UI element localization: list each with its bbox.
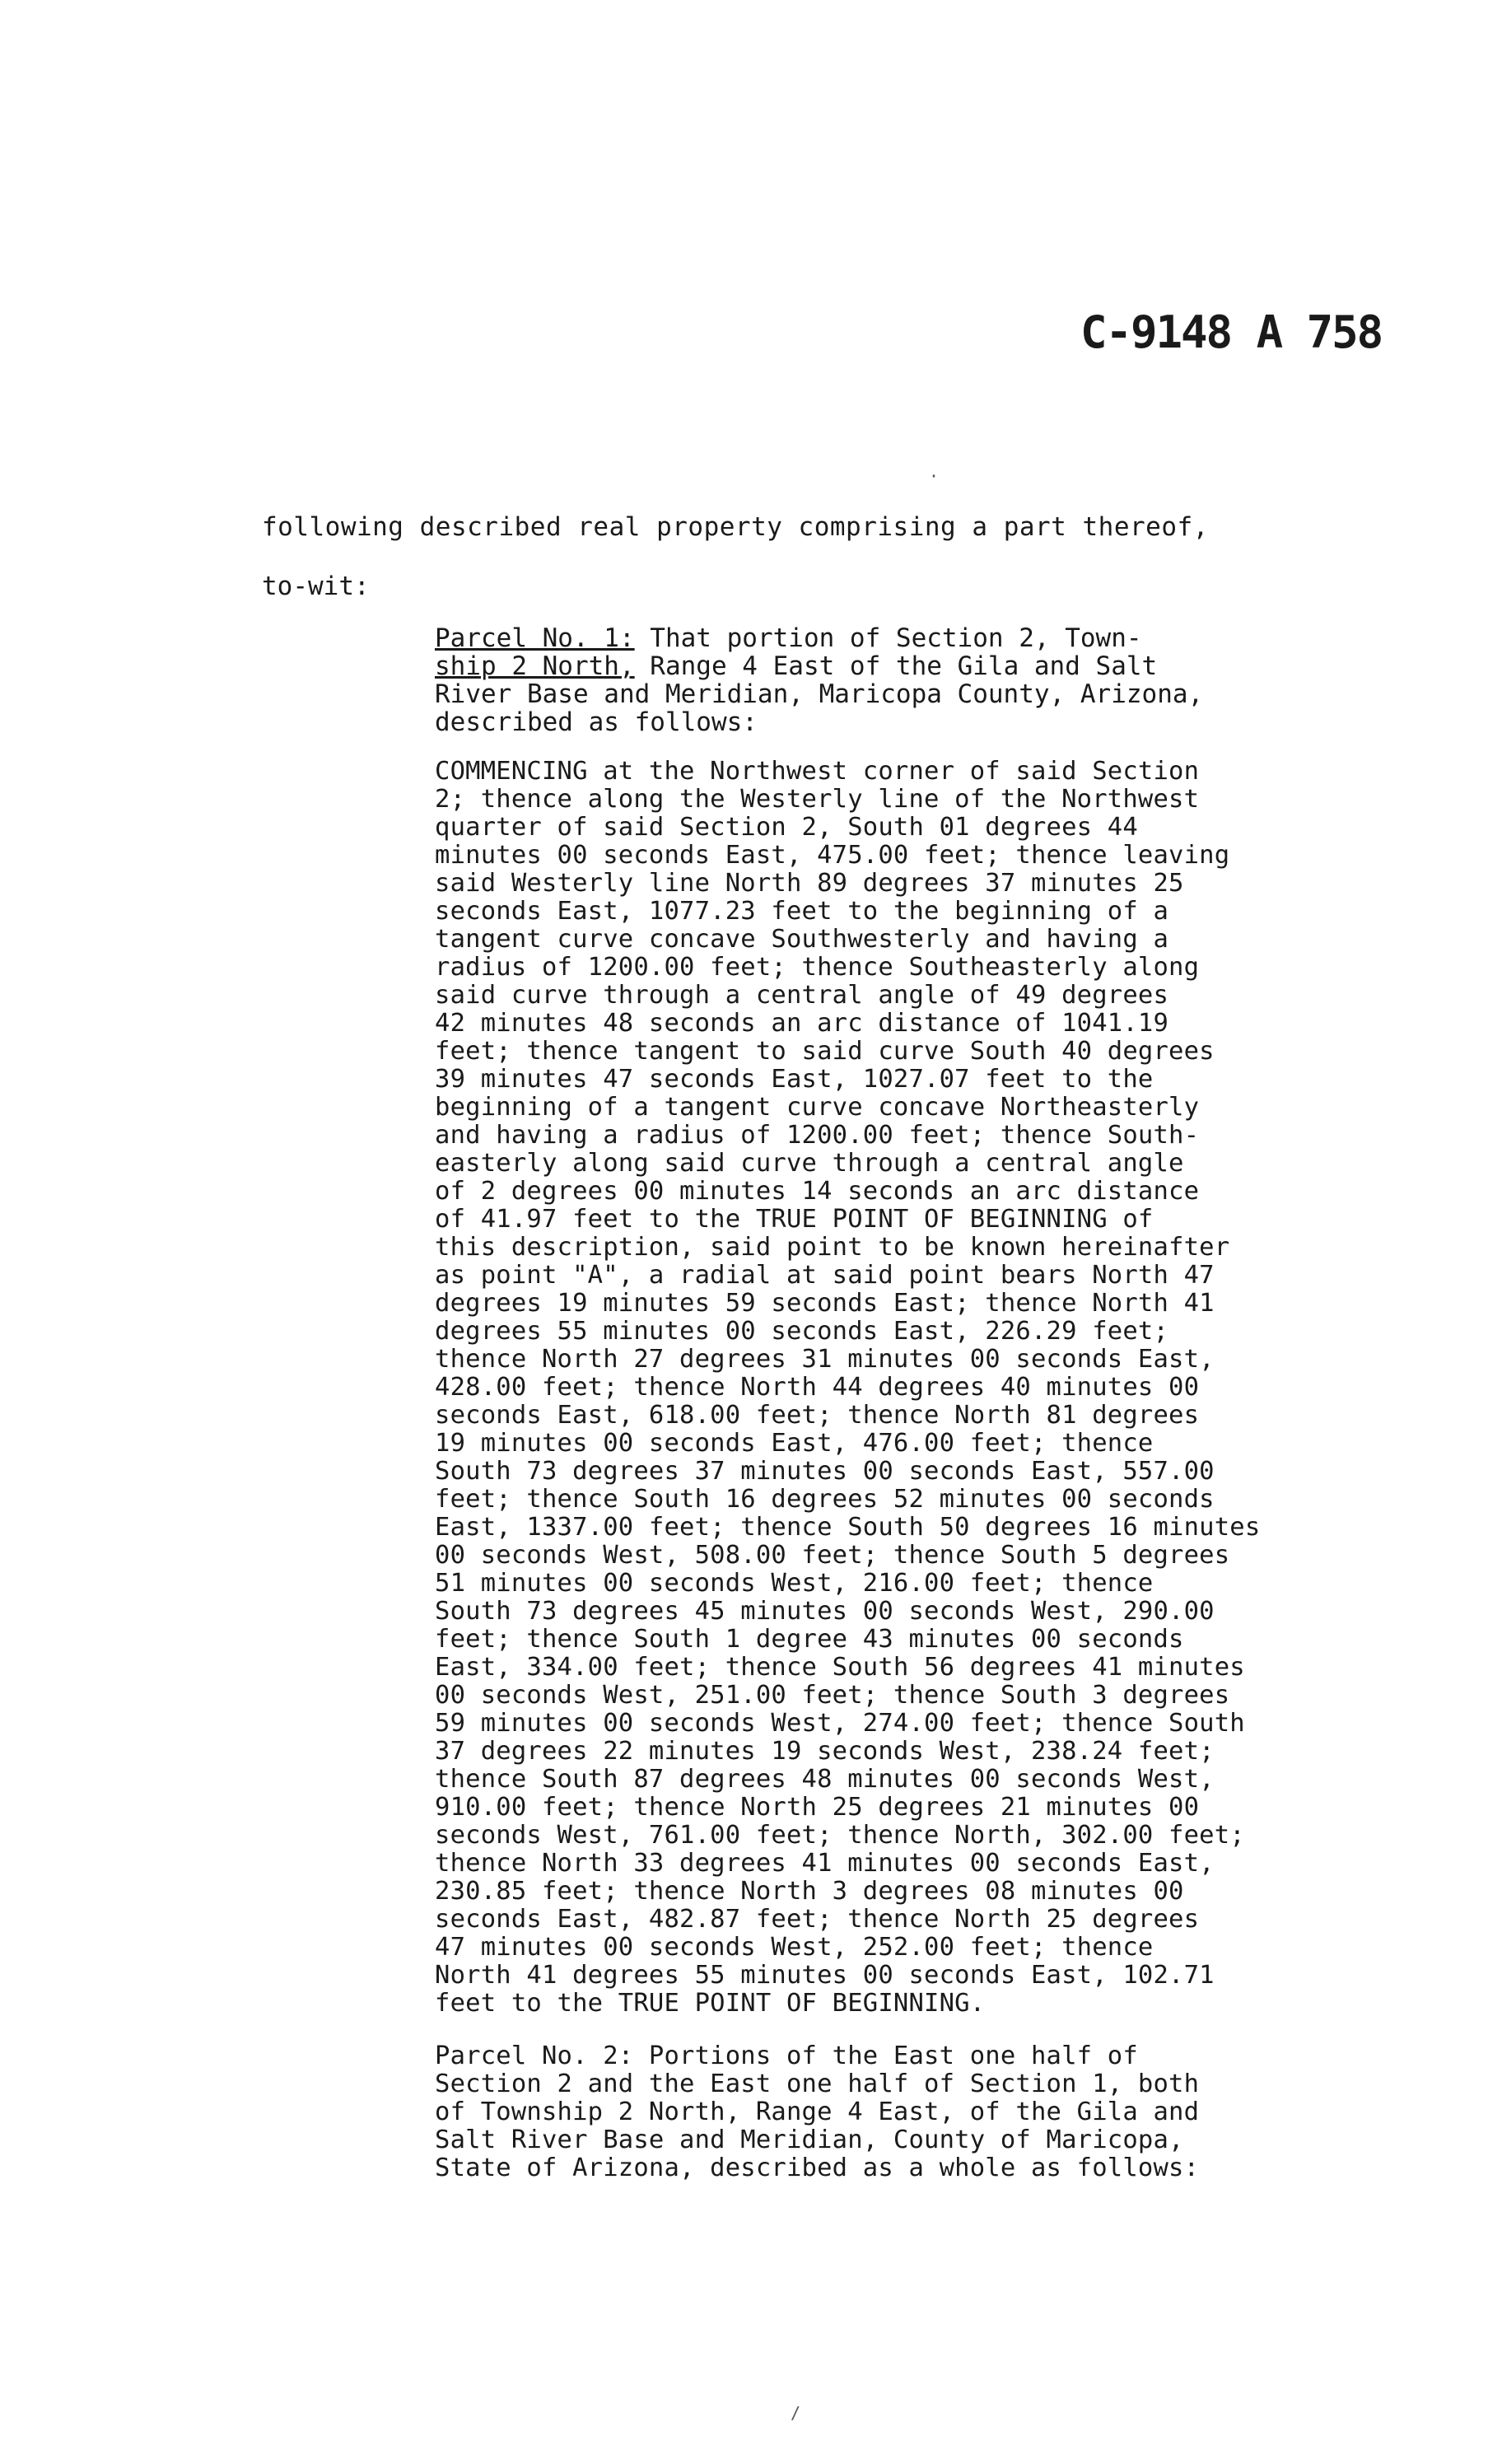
parcel-1-line: 39 minutes 47 seconds East, 1027.07 feet to the [435,1065,1154,1094]
parcel-2-line: of Township 2 North, Range 4 East, of the Gila and [435,2098,1200,2126]
parcel-1-heading-line-2-underlined: ship 2 North, [435,651,635,681]
parcel-1-line: minutes 00 seconds East, 475.00 feet; thence leaving [435,841,1230,870]
stray-mark: · [929,466,940,486]
parcel-1-heading-line-3: River Base and Meridian, Maricopa County, Arizona, [435,679,1204,709]
parcel-1-line: of 41.97 feet to the TRUE POINT OF BEGINNING of [435,1205,1154,1234]
parcel-1-line: thence North 33 degrees 41 minutes 00 seconds East, [435,1849,1215,1878]
parcel-1-line: feet; thence tangent to said curve South 40 degrees [435,1037,1215,1066]
parcel-2-line: State of Arizona, described as a whole as follows: [435,2154,1200,2182]
parcel-1-line: 19 minutes 00 seconds East, 476.00 feet; thence [435,1429,1154,1458]
parcel-1-line: seconds East, 1077.23 feet to the beginning of a [435,897,1169,926]
parcel-1-line: easterly along said curve through a central angle [435,1149,1184,1178]
parcel-1-line: seconds East, 482.87 feet; thence North 25 degrees [435,1905,1200,1934]
parcel-1-line: 47 minutes 00 seconds West, 252.00 feet; thence [435,1933,1154,1962]
parcel-1-line: feet to the TRUE POINT OF BEGINNING. [435,1989,986,2018]
parcel-1-line: thence South 87 degrees 48 minutes 00 seconds West, [435,1765,1215,1794]
parcel-1-line: 428.00 feet; thence North 44 degrees 40 minutes 00 [435,1373,1200,1402]
parcel-1-line: feet; thence South 1 degree 43 minutes 00 seconds [435,1625,1184,1654]
parcel-1-line: said Westerly line North 89 degrees 37 minutes 25 [435,869,1184,898]
parcel-1-line: 910.00 feet; thence North 25 degrees 21 minutes 00 [435,1793,1200,1822]
parcel-1-line: thence North 27 degrees 31 minutes 00 seconds East, [435,1345,1215,1374]
parcel-1-line: 51 minutes 00 seconds West, 216.00 feet; thence [435,1569,1154,1598]
parcel-1-line: North 41 degrees 55 minutes 00 seconds East, 102.71 [435,1961,1215,1990]
parcel-1-line: of 2 degrees 00 minutes 14 seconds an arc distance [435,1177,1200,1206]
parcel-1-line: degrees 55 minutes 00 seconds East, 226.29 feet; [435,1317,1169,1346]
document-number: C-9148 A 758 [1080,306,1383,358]
parcel-1-line: seconds East, 618.00 feet; thence North 81 degrees [435,1401,1200,1430]
parcel-1-heading [435,624,1406,736]
parcel-2-line: Parcel No. 2: Portions of the East one half of [435,2042,1138,2070]
parcel-2-line: Salt River Base and Meridian, County of Maricopa, [435,2126,1184,2154]
parcel-1-line: East, 334.00 feet; thence South 56 degrees 41 minutes [435,1653,1245,1682]
parcel-1-line: degrees 19 minutes 59 seconds East; thence North 41 [435,1289,1215,1318]
parcel-1-heading-line-1: That portion of Section 2, Town- [634,623,1142,653]
parcel-1-line: East, 1337.00 feet; thence South 50 degrees 16 minutes [435,1513,1261,1542]
parcel-1-line: as point "A", a radial at said point bears North 47 [435,1261,1215,1290]
parcel-1-line: radius of 1200.00 feet; thence Southeasterly along [435,953,1200,982]
parcel-1-line: this description, said point to be known hereinafter [435,1233,1230,1262]
parcel-1-line: 42 minutes 48 seconds an arc distance of 1041.19 [435,1009,1169,1038]
parcel-1-line: 00 seconds West, 508.00 feet; thence South 5 degrees [435,1541,1230,1570]
parcel-1-line: 2; thence along the Westerly line of the Northwest [435,785,1200,814]
parcel-1-line: 59 minutes 00 seconds West, 274.00 feet; thence South [435,1709,1245,1738]
parcel-1-line: COMMENCING at the Northwest corner of said Section [435,757,1200,786]
parcel-1-line: feet; thence South 16 degrees 52 minutes 00 seconds [435,1485,1215,1514]
parcel-1-line: tangent curve concave Southwesterly and having a [435,925,1169,954]
parcel-1-line: beginning of a tangent curve concave Northeasterly [435,1093,1200,1122]
parcel-1-line: said curve through a central angle of 49 degrees [435,981,1169,1010]
to-wit-label: to-wit: [262,572,370,601]
parcel-1-line: 00 seconds West, 251.00 feet; thence South 3 degrees [435,1681,1230,1710]
parcel-1-line: seconds West, 761.00 feet; thence North, 302.00 feet; [435,1821,1245,1850]
parcel-1-line: 230.85 feet; thence North 3 degrees 08 minutes 00 [435,1877,1184,1906]
parcel-1-line: quarter of said Section 2, South 01 degrees 44 [435,813,1138,842]
parcel-2-description [435,2042,1406,2182]
parcel-1-line: 37 degrees 22 minutes 19 seconds West, 238.24 feet; [435,1737,1215,1766]
parcel-1-heading-line-4: described as follows: [435,707,758,737]
parcel-1-heading-line-2: Range 4 East of the Gila and Salt [634,651,1158,681]
parcel-2-line: Section 2 and the East one half of Section 1, both [435,2070,1200,2098]
parcel-1-line: South 73 degrees 37 minutes 00 seconds East, 557.00 [435,1457,1215,1486]
stray-mark: / [791,2403,801,2423]
parcel-1-line: and having a radius of 1200.00 feet; thence South- [435,1121,1200,1150]
intro-line: following described real property comprising a part thereof, [262,512,1209,542]
parcel-1-line: South 73 degrees 45 minutes 00 seconds West, 290.00 [435,1597,1215,1626]
parcel-1-label: Parcel No. 1: [435,623,635,653]
parcel-1-description [435,758,1406,2018]
